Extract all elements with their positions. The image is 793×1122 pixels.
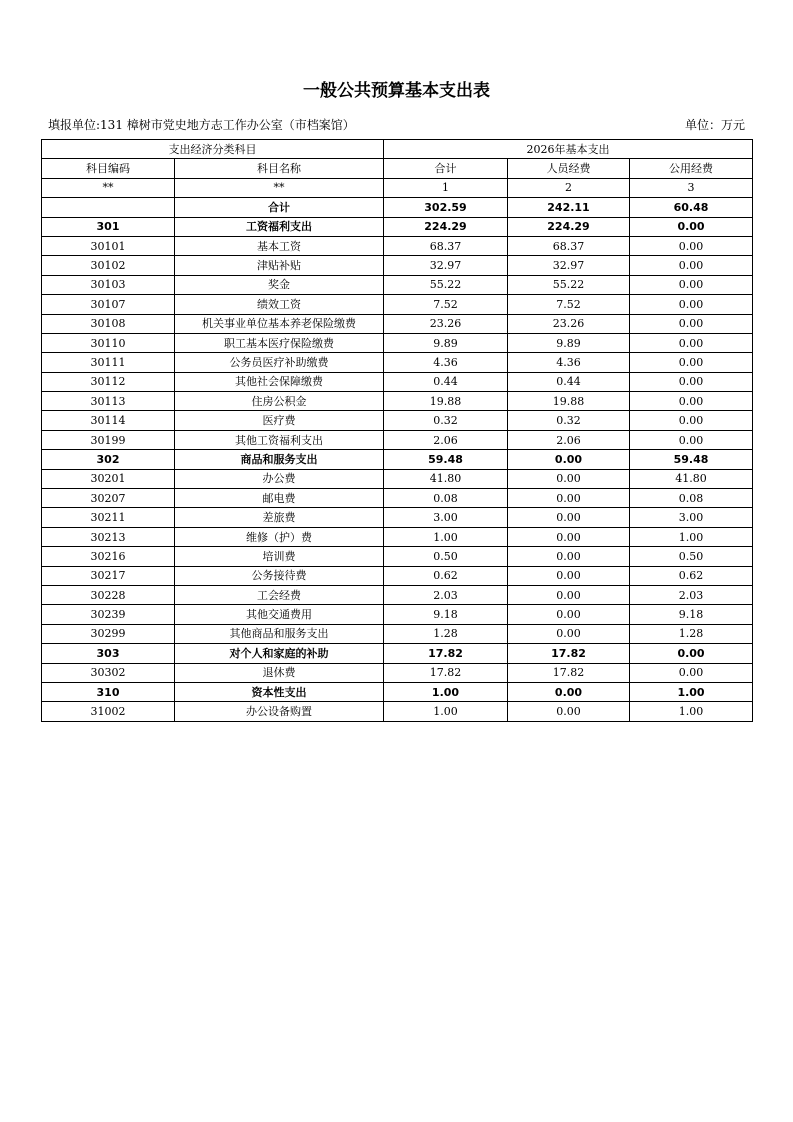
- table-row: [42, 469, 753, 488]
- header-index-row: [42, 178, 753, 197]
- cell-public: 0.00: [630, 353, 753, 372]
- cell-code: 30114: [42, 411, 175, 430]
- cell-total: 17.82: [384, 644, 508, 663]
- cell-code: 30216: [42, 547, 175, 566]
- cell-code: 30101: [42, 236, 175, 255]
- cell-name: 办公设备购置: [175, 702, 384, 721]
- cell-code: 30103: [42, 275, 175, 294]
- cell-personnel: 0.00: [508, 450, 630, 469]
- cell-public: 3.00: [630, 508, 753, 527]
- cell-name: 邮电费: [175, 489, 384, 508]
- cell-total: 1.00: [384, 702, 508, 721]
- cell-personnel: 17.82: [508, 663, 630, 682]
- cell-name: 机关事业单位基本养老保险缴费: [175, 314, 384, 333]
- cell-personnel: 0.44: [508, 372, 630, 391]
- cell-total: 224.29: [384, 217, 508, 236]
- cell-total: 3.00: [384, 508, 508, 527]
- table-row: [42, 256, 753, 275]
- cell-name: 公务员医疗补助缴费: [175, 353, 384, 372]
- cell-total: 4.36: [384, 353, 508, 372]
- cell-personnel: 0.00: [508, 527, 630, 546]
- cell-public: 9.18: [630, 605, 753, 624]
- index-cell: **: [42, 178, 175, 197]
- table-row: [42, 314, 753, 333]
- cell-code: 30108: [42, 314, 175, 333]
- cell-name: 维修（护）费: [175, 527, 384, 546]
- index-cell: 3: [630, 178, 753, 197]
- cell-public: 0.00: [630, 295, 753, 314]
- cell-total: 59.48: [384, 450, 508, 469]
- cell-personnel: 55.22: [508, 275, 630, 294]
- cell-total: 32.97: [384, 256, 508, 275]
- cell-name: 医疗费: [175, 411, 384, 430]
- cell-personnel: 0.00: [508, 508, 630, 527]
- cell-code: 30207: [42, 489, 175, 508]
- cell-total: 1.00: [384, 527, 508, 546]
- table-row: [42, 275, 753, 294]
- cell-public: 60.48: [630, 198, 753, 217]
- cell-public: 1.00: [630, 527, 753, 546]
- cell-public: 0.00: [630, 333, 753, 352]
- budget-table: [41, 139, 753, 722]
- cell-total: 1.28: [384, 624, 508, 643]
- table-row-subtotal: [42, 644, 753, 663]
- cell-total: 41.80: [384, 469, 508, 488]
- cell-public: 0.50: [630, 547, 753, 566]
- cell-name: 办公费: [175, 469, 384, 488]
- table-row: [42, 372, 753, 391]
- cell-personnel: 0.00: [508, 702, 630, 721]
- cell-code: 302: [42, 450, 175, 469]
- column-header-code: 科目编码: [42, 159, 175, 178]
- index-cell: 2: [508, 178, 630, 197]
- cell-name: 资本性支出: [175, 682, 384, 701]
- table-row: [42, 489, 753, 508]
- cell-code: 30199: [42, 430, 175, 449]
- cell-name: 津贴补贴: [175, 256, 384, 275]
- cell-personnel: 0.00: [508, 489, 630, 508]
- cell-name: 工会经费: [175, 585, 384, 604]
- cell-code: 31002: [42, 702, 175, 721]
- table-row-subtotal: [42, 198, 753, 217]
- cell-code: 303: [42, 644, 175, 663]
- cell-public: 0.62: [630, 566, 753, 585]
- cell-public: 0.00: [630, 644, 753, 663]
- cell-public: 0.00: [630, 663, 753, 682]
- cell-name: 合计: [175, 198, 384, 217]
- cell-personnel: 224.29: [508, 217, 630, 236]
- report-meta: [48, 116, 745, 134]
- cell-personnel: 0.00: [508, 547, 630, 566]
- column-header-name: 科目名称: [175, 159, 384, 178]
- cell-personnel: 9.89: [508, 333, 630, 352]
- cell-personnel: 0.00: [508, 469, 630, 488]
- column-header-public: 公用经费: [630, 159, 753, 178]
- cell-public: 41.80: [630, 469, 753, 488]
- table-row: [42, 605, 753, 624]
- header-group-row: [42, 140, 753, 159]
- cell-public: 0.00: [630, 430, 753, 449]
- cell-code: 30228: [42, 585, 175, 604]
- cell-total: 55.22: [384, 275, 508, 294]
- cell-name: 绩效工资: [175, 295, 384, 314]
- cell-code: 30112: [42, 372, 175, 391]
- cell-public: 1.00: [630, 682, 753, 701]
- cell-code: 30217: [42, 566, 175, 585]
- cell-name: 工资福利支出: [175, 217, 384, 236]
- table-row: [42, 430, 753, 449]
- table-row: [42, 566, 753, 585]
- cell-public: 0.08: [630, 489, 753, 508]
- cell-total: 7.52: [384, 295, 508, 314]
- cell-code: 30299: [42, 624, 175, 643]
- table-row: [42, 527, 753, 546]
- header-group-left: 支出经济分类科目: [42, 140, 384, 159]
- cell-total: 9.18: [384, 605, 508, 624]
- cell-name: 公务接待费: [175, 566, 384, 585]
- cell-personnel: 2.06: [508, 430, 630, 449]
- cell-name: 其他社会保障缴费: [175, 372, 384, 391]
- cell-personnel: 0.32: [508, 411, 630, 430]
- cell-public: 0.00: [630, 217, 753, 236]
- cell-name: 住房公积金: [175, 392, 384, 411]
- index-cell: 1: [384, 178, 508, 197]
- cell-total: 2.06: [384, 430, 508, 449]
- index-cell: **: [175, 178, 384, 197]
- cell-total: 0.08: [384, 489, 508, 508]
- cell-total: 23.26: [384, 314, 508, 333]
- cell-personnel: 7.52: [508, 295, 630, 314]
- cell-name: 退休费: [175, 663, 384, 682]
- cell-name: 对个人和家庭的补助: [175, 644, 384, 663]
- cell-total: 19.88: [384, 392, 508, 411]
- cell-total: 0.50: [384, 547, 508, 566]
- cell-code: 30111: [42, 353, 175, 372]
- table-row-subtotal: [42, 682, 753, 701]
- column-header-personnel: 人员经费: [508, 159, 630, 178]
- cell-code: 301: [42, 217, 175, 236]
- cell-code: 30102: [42, 256, 175, 275]
- cell-personnel: 4.36: [508, 353, 630, 372]
- cell-total: 2.03: [384, 585, 508, 604]
- table-row: [42, 411, 753, 430]
- cell-total: 0.32: [384, 411, 508, 430]
- reporting-unit: 填报单位:131 樟树市党史地方志工作办公室（市档案馆）: [48, 118, 355, 132]
- cell-name: 培训费: [175, 547, 384, 566]
- cell-personnel: 0.00: [508, 585, 630, 604]
- header-group-right: 2026年基本支出: [384, 140, 753, 159]
- cell-personnel: 0.00: [508, 605, 630, 624]
- cell-personnel: 32.97: [508, 256, 630, 275]
- cell-total: 68.37: [384, 236, 508, 255]
- header-columns-row: [42, 159, 753, 178]
- cell-public: 0.00: [630, 236, 753, 255]
- table-row: [42, 236, 753, 255]
- table-row: [42, 333, 753, 352]
- cell-personnel: 68.37: [508, 236, 630, 255]
- cell-code: 30239: [42, 605, 175, 624]
- table-row: [42, 624, 753, 643]
- cell-name: 奖金: [175, 275, 384, 294]
- table-row: [42, 295, 753, 314]
- table-row: [42, 353, 753, 372]
- cell-total: 0.44: [384, 372, 508, 391]
- cell-public: 59.48: [630, 450, 753, 469]
- cell-code: 30302: [42, 663, 175, 682]
- cell-public: 0.00: [630, 411, 753, 430]
- cell-code: 30107: [42, 295, 175, 314]
- currency-unit: 单位：万元: [684, 118, 745, 132]
- cell-total: 1.00: [384, 682, 508, 701]
- table-row: [42, 547, 753, 566]
- cell-name: 其他工资福利支出: [175, 430, 384, 449]
- cell-total: 0.62: [384, 566, 508, 585]
- page-title: 一般公共预算基本支出表: [303, 81, 490, 101]
- cell-personnel: 23.26: [508, 314, 630, 333]
- cell-total: 17.82: [384, 663, 508, 682]
- cell-total: 302.59: [384, 198, 508, 217]
- cell-public: 1.28: [630, 624, 753, 643]
- cell-personnel: 242.11: [508, 198, 630, 217]
- cell-code: 30213: [42, 527, 175, 546]
- table-row: [42, 585, 753, 604]
- cell-total: 9.89: [384, 333, 508, 352]
- cell-public: 0.00: [630, 275, 753, 294]
- table-row: [42, 702, 753, 721]
- table-row-subtotal: [42, 217, 753, 236]
- cell-public: 1.00: [630, 702, 753, 721]
- cell-code: 30110: [42, 333, 175, 352]
- cell-public: 2.03: [630, 585, 753, 604]
- cell-personnel: 0.00: [508, 682, 630, 701]
- cell-personnel: 0.00: [508, 624, 630, 643]
- cell-name: 其他交通费用: [175, 605, 384, 624]
- cell-personnel: 19.88: [508, 392, 630, 411]
- cell-personnel: 0.00: [508, 566, 630, 585]
- cell-public: 0.00: [630, 372, 753, 391]
- cell-public: 0.00: [630, 314, 753, 333]
- cell-code: 30211: [42, 508, 175, 527]
- table-row: [42, 392, 753, 411]
- cell-code: [42, 198, 175, 217]
- cell-public: 0.00: [630, 256, 753, 275]
- column-header-total: 合计: [384, 159, 508, 178]
- table-body: [42, 140, 753, 722]
- table-row: [42, 508, 753, 527]
- cell-name: 基本工资: [175, 236, 384, 255]
- cell-code: 310: [42, 682, 175, 701]
- cell-name: 其他商品和服务支出: [175, 624, 384, 643]
- cell-code: 30113: [42, 392, 175, 411]
- cell-name: 差旅费: [175, 508, 384, 527]
- cell-name: 商品和服务支出: [175, 450, 384, 469]
- table-row: [42, 663, 753, 682]
- cell-public: 0.00: [630, 392, 753, 411]
- cell-code: 30201: [42, 469, 175, 488]
- cell-name: 职工基本医疗保险缴费: [175, 333, 384, 352]
- cell-personnel: 17.82: [508, 644, 630, 663]
- table-row-subtotal: [42, 450, 753, 469]
